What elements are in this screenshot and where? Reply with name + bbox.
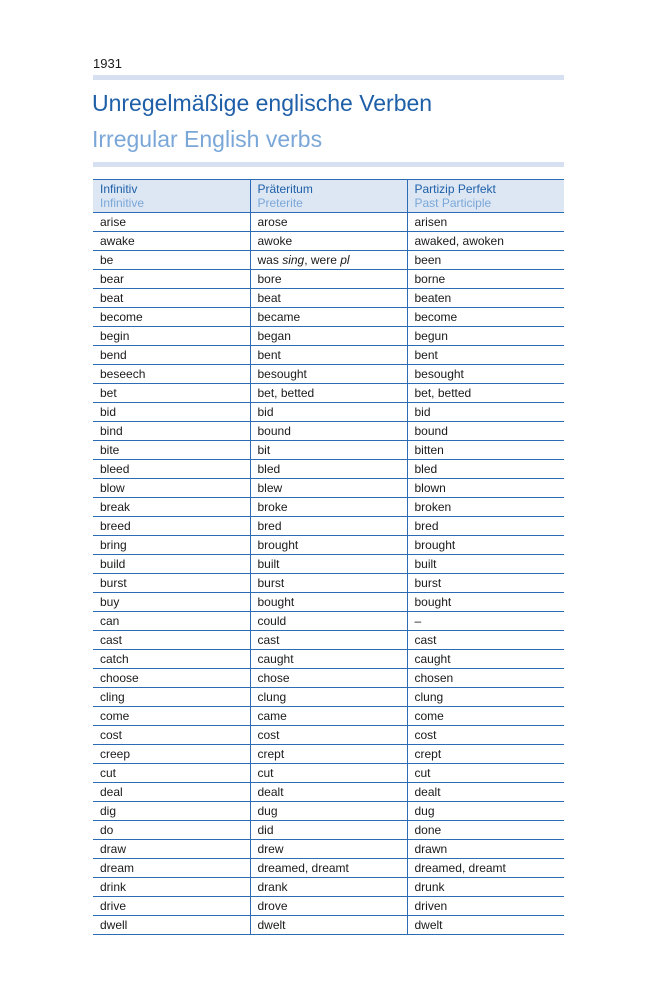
cell-past-participle: bought (407, 593, 564, 612)
cell-preterite: broke (250, 498, 407, 517)
table-row (93, 327, 564, 346)
table-row (93, 783, 564, 802)
table-row (93, 346, 564, 365)
table-row (93, 289, 564, 308)
header-label-en: Infinitive (100, 196, 145, 210)
cell-past-participle: awaked, awoken (407, 232, 564, 251)
cell-past-participle: dreamed, dreamt (407, 859, 564, 878)
cell-past-participle: beaten (407, 289, 564, 308)
cell-past-participle: bent (407, 346, 564, 365)
cell-preterite: chose (250, 669, 407, 688)
table-row (93, 840, 564, 859)
table-body (93, 213, 564, 935)
cell-infinitive: bend (93, 346, 250, 365)
cell-preterite: began (250, 327, 407, 346)
cell-past-participle: built (407, 555, 564, 574)
cell-infinitive: build (93, 555, 250, 574)
cell-past-participle: blown (407, 479, 564, 498)
table-row (93, 688, 564, 707)
header-preterite (250, 180, 407, 213)
cell-infinitive: buy (93, 593, 250, 612)
cell-preterite: clung (250, 688, 407, 707)
cell-infinitive: begin (93, 327, 250, 346)
cell-preterite: blew (250, 479, 407, 498)
table-row (93, 441, 564, 460)
cell-infinitive: draw (93, 840, 250, 859)
table-header (93, 180, 564, 213)
cell-preterite: bit (250, 441, 407, 460)
cell-infinitive: burst (93, 574, 250, 593)
cell-infinitive: cost (93, 726, 250, 745)
cell-past-participle: cut (407, 764, 564, 783)
cell-infinitive: bleed (93, 460, 250, 479)
table-row (93, 232, 564, 251)
header-infinitive (93, 180, 250, 213)
cell-past-participle: caught (407, 650, 564, 669)
cell-preterite: dwelt (250, 916, 407, 935)
cell-past-participle: broken (407, 498, 564, 517)
cell-preterite: dug (250, 802, 407, 821)
cell-preterite: bore (250, 270, 407, 289)
title-german: Unregelmäßige englische Verben (92, 90, 433, 116)
cell-preterite: became (250, 308, 407, 327)
cell-preterite: dealt (250, 783, 407, 802)
cell-past-participle: brought (407, 536, 564, 555)
irregular-verbs-table (93, 179, 564, 935)
cell-past-participle: driven (407, 897, 564, 916)
table-row (93, 536, 564, 555)
table-row (93, 745, 564, 764)
table-row (93, 726, 564, 745)
cell-preterite: dreamed, dreamt (250, 859, 407, 878)
cell-infinitive: drink (93, 878, 250, 897)
cell-infinitive: dream (93, 859, 250, 878)
cell-infinitive: dwell (93, 916, 250, 935)
header-label-en: Preterite (257, 196, 303, 210)
table-row (93, 878, 564, 897)
cell-preterite: brought (250, 536, 407, 555)
table-row (93, 916, 564, 935)
table-row (93, 631, 564, 650)
cell-past-participle: begun (407, 327, 564, 346)
table-row (93, 308, 564, 327)
cell-past-participle: bet, betted (407, 384, 564, 403)
table-row (93, 859, 564, 878)
table-row (93, 593, 564, 612)
title-english: Irregular English verbs (92, 126, 323, 152)
table-row (93, 555, 564, 574)
cell-preterite: drove (250, 897, 407, 916)
cell-preterite: was sing, were pl (250, 251, 407, 270)
cell-infinitive: bear (93, 270, 250, 289)
cell-past-participle: cost (407, 726, 564, 745)
table-row (93, 251, 564, 270)
header-past-participle (407, 180, 564, 213)
cell-preterite: bled (250, 460, 407, 479)
cell-past-participle: become (407, 308, 564, 327)
cell-preterite: cut (250, 764, 407, 783)
cell-past-participle: clung (407, 688, 564, 707)
cell-past-participle: drunk (407, 878, 564, 897)
page-number: 1931 (93, 56, 122, 71)
table-row (93, 707, 564, 726)
cell-past-participle: dealt (407, 783, 564, 802)
table-row (93, 213, 564, 232)
header-label-de: Präteritum (257, 182, 313, 196)
header-label-de: Partizip Perfekt (414, 182, 496, 196)
cell-preterite: did (250, 821, 407, 840)
header-row (93, 180, 564, 213)
cell-past-participle: bid (407, 403, 564, 422)
cell-preterite: burst (250, 574, 407, 593)
cell-infinitive: cling (93, 688, 250, 707)
cell-infinitive: beat (93, 289, 250, 308)
cell-past-participle: done (407, 821, 564, 840)
cell-past-participle: dwelt (407, 916, 564, 935)
table-row (93, 365, 564, 384)
table-row (93, 574, 564, 593)
cell-preterite: bet, betted (250, 384, 407, 403)
cell-infinitive: bring (93, 536, 250, 555)
cell-preterite: drew (250, 840, 407, 859)
cell-past-participle: come (407, 707, 564, 726)
cell-infinitive: arise (93, 213, 250, 232)
table-row (93, 270, 564, 289)
cell-infinitive: cast (93, 631, 250, 650)
cell-past-participle: bled (407, 460, 564, 479)
cell-preterite: cost (250, 726, 407, 745)
cell-past-participle: borne (407, 270, 564, 289)
cell-preterite: awoke (250, 232, 407, 251)
cell-preterite: bound (250, 422, 407, 441)
cell-infinitive: creep (93, 745, 250, 764)
table-row (93, 821, 564, 840)
cell-preterite: could (250, 612, 407, 631)
cell-past-participle: bitten (407, 441, 564, 460)
cell-infinitive: bid (93, 403, 250, 422)
cell-past-participle: drawn (407, 840, 564, 859)
table-row (93, 498, 564, 517)
cell-preterite: drank (250, 878, 407, 897)
cell-infinitive: choose (93, 669, 250, 688)
cell-past-participle: besought (407, 365, 564, 384)
cell-preterite: bought (250, 593, 407, 612)
cell-infinitive: break (93, 498, 250, 517)
cell-preterite: besought (250, 365, 407, 384)
table-row (93, 764, 564, 783)
cell-infinitive: do (93, 821, 250, 840)
table-row (93, 802, 564, 821)
table-row (93, 669, 564, 688)
cell-infinitive: bind (93, 422, 250, 441)
cell-preterite: came (250, 707, 407, 726)
cell-infinitive: can (93, 612, 250, 631)
cell-infinitive: beseech (93, 365, 250, 384)
cell-past-participle: been (407, 251, 564, 270)
cell-preterite: bid (250, 403, 407, 422)
cell-past-participle: burst (407, 574, 564, 593)
table-row (93, 650, 564, 669)
cell-infinitive: blow (93, 479, 250, 498)
cell-preterite: arose (250, 213, 407, 232)
table-row (93, 612, 564, 631)
cell-past-participle: crept (407, 745, 564, 764)
cell-infinitive: be (93, 251, 250, 270)
cell-infinitive: breed (93, 517, 250, 536)
cell-preterite: beat (250, 289, 407, 308)
top-rule (93, 75, 564, 80)
cell-past-participle: – (407, 612, 564, 631)
cell-infinitive: cut (93, 764, 250, 783)
cell-infinitive: dig (93, 802, 250, 821)
cell-infinitive: drive (93, 897, 250, 916)
table-row (93, 460, 564, 479)
bottom-rule (93, 162, 564, 167)
header-label-en: Past Participle (414, 196, 492, 210)
cell-infinitive: come (93, 707, 250, 726)
cell-past-participle: bound (407, 422, 564, 441)
cell-past-participle: bred (407, 517, 564, 536)
cell-past-participle: dug (407, 802, 564, 821)
cell-preterite: built (250, 555, 407, 574)
table-row (93, 479, 564, 498)
cell-infinitive: deal (93, 783, 250, 802)
cell-past-participle: arisen (407, 213, 564, 232)
cell-preterite: bent (250, 346, 407, 365)
table-row (93, 517, 564, 536)
cell-infinitive: bet (93, 384, 250, 403)
table-row (93, 403, 564, 422)
cell-preterite: caught (250, 650, 407, 669)
cell-preterite: cast (250, 631, 407, 650)
cell-past-participle: cast (407, 631, 564, 650)
table-row (93, 897, 564, 916)
cell-preterite: crept (250, 745, 407, 764)
cell-past-participle: chosen (407, 669, 564, 688)
table-row (93, 384, 564, 403)
table-row (93, 422, 564, 441)
cell-infinitive: catch (93, 650, 250, 669)
header-label-de: Infinitiv (100, 182, 138, 196)
cell-infinitive: bite (93, 441, 250, 460)
cell-preterite: bred (250, 517, 407, 536)
cell-infinitive: become (93, 308, 250, 327)
cell-infinitive: awake (93, 232, 250, 251)
